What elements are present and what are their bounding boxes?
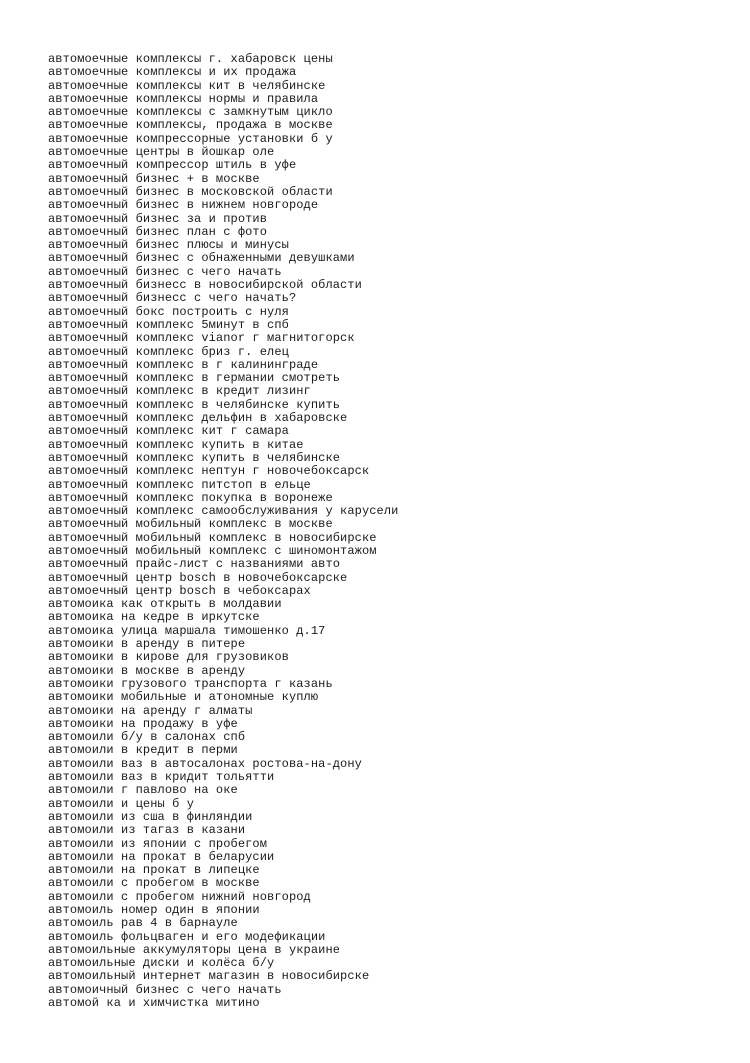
- keyword-line: автомоечный бизнес с обнаженными девушками: [48, 251, 355, 266]
- keyword-line: автомоечный комплекс бриз г. елец: [48, 344, 289, 359]
- keyword-line: автомоечный комплекс 5минут в спб: [48, 317, 289, 332]
- keyword-line: автомоили в кредит в перми: [48, 743, 238, 758]
- keyword-line: автомоечный комплекс купить в китае: [48, 437, 304, 452]
- keyword-line: автомоили с пробегом в москве: [48, 876, 260, 891]
- keyword-line: автомоили из сша в финляндии: [48, 809, 253, 824]
- keyword-line: автомоечные компрессорные установки б у: [48, 131, 333, 146]
- keyword-line: автомоили ваз в автосалонах ростова-на-дону: [48, 756, 362, 771]
- keyword-line: автомоики в кирове для грузовиков: [48, 650, 289, 665]
- keyword-line: автомоечный бизнес + в москве: [48, 171, 260, 186]
- keyword-line: автомоичный бизнес с чего начать: [48, 982, 282, 997]
- keyword-line: автомоиль номер один в японии: [48, 903, 260, 917]
- keyword-line: автомоечный комплекс в г калининграде: [48, 357, 319, 372]
- keyword-line: автомоильные диски и колёса б/у: [48, 956, 275, 971]
- keyword-list: [48, 53, 398, 1010]
- keyword-line: автомоечный комплекс нептун г новочебоксарск: [48, 464, 370, 479]
- keyword-line: автомоили ваз в кридит тольятти: [48, 770, 275, 785]
- keyword-line: автомоечный бизнесс в новосибирской области: [48, 278, 362, 293]
- keyword-line: автомоечный комплекс питстоп в ельце: [48, 477, 311, 492]
- keyword-line: автомоили из тагаз в казани: [48, 823, 246, 838]
- keyword-line: автомоечный мобильный комплекс в новосибирске: [48, 530, 377, 545]
- keyword-line: автомоечный компрессор штиль в уфе: [48, 158, 297, 173]
- keyword-line: автомоечный комплекс дельфин в хабаровске: [48, 411, 348, 426]
- keyword-line: автомоечные комплексы нормы и правила: [48, 91, 319, 106]
- keyword-line: автомоечный бизнесс с чего начать?: [48, 291, 297, 306]
- keyword-line: автомоиль рав 4 в барнауле: [48, 916, 238, 931]
- keyword-line: автомоечный комплекс кит г самара: [48, 424, 289, 439]
- keyword-line: автомоили на прокат в липецке: [48, 863, 260, 878]
- keyword-line: автомоечный комплекс покупка в воронеже: [48, 490, 333, 505]
- keyword-line: автомоили на прокат в беларусии: [48, 849, 275, 864]
- keyword-line: автомоили с пробегом нижний новгород: [48, 889, 311, 904]
- keyword-line: автомоики на продажу в уфе: [48, 716, 238, 731]
- keyword-line: автомоечный комплекс самообслуживания у карусели: [48, 504, 399, 519]
- keyword-line: автомоечный прайс-лист с названиями авто: [48, 557, 341, 572]
- keyword-line: автомоики мобильные и атономные куплю: [48, 690, 319, 705]
- keyword-line: автомоечные комплексы с замкнутым цикло: [48, 105, 333, 120]
- keyword-line: автомоечный бизнес за и против: [48, 211, 268, 226]
- keyword-line: автомоечный комплекс vianor г магнитогорск: [48, 331, 355, 346]
- keyword-line: автомоечные комплексы г. хабаровск цены: [48, 52, 333, 66]
- keyword-line: автомоечный бизнес в нижнем новгороде: [48, 198, 319, 213]
- keyword-line: автомоильный интернет магазин в новосибирске: [48, 969, 370, 984]
- keyword-line: автомоечный центр bosch в новочебоксарске: [48, 570, 348, 585]
- keyword-line: автомоечный комплекс в челябинске купить: [48, 397, 341, 412]
- keyword-line: автомоечные центры в йошкар оле: [48, 145, 275, 160]
- keyword-line: автомоики грузового транспорта г казань: [48, 676, 333, 691]
- keyword-line: автомоика как открыть в молдавии: [48, 597, 282, 612]
- keyword-line: автомоечный комплекс в германии смотреть: [48, 371, 341, 386]
- keyword-line: автомоиль фольцваген и его модефикации: [48, 929, 326, 944]
- keyword-line: автомоечный комплекс купить в челябинске: [48, 450, 341, 465]
- keyword-line: автомоечный бизнес с чего начать: [48, 264, 282, 279]
- keyword-line: автомоечные комплексы, продажа в москве: [48, 118, 333, 133]
- keyword-line: автомоили г павлово на оке: [48, 783, 238, 798]
- keyword-line: автомоечный мобильный комплекс с шиномонтажом: [48, 543, 377, 558]
- keyword-line: автомоили б/у в салонах спб: [48, 730, 246, 745]
- keyword-line: автомоечные комплексы кит в челябинске: [48, 78, 326, 93]
- keyword-line: автомоечные комплексы и их продажа: [48, 65, 297, 80]
- keyword-line: автомоики в аренду в питере: [48, 637, 246, 652]
- keyword-line: автомоика улица маршала тимошенко д.17: [48, 623, 326, 638]
- keyword-line: автомой ка и химчистка митино: [48, 996, 260, 1011]
- keyword-line: автомоили из японии с пробегом: [48, 836, 268, 851]
- keyword-line: автомоики в москве в аренду: [48, 663, 246, 678]
- keyword-line: автомоечный бизнес плюсы и минусы: [48, 238, 289, 253]
- keyword-line: автомоечный бизнес план с фото: [48, 224, 268, 239]
- keyword-line: автомоечный комплекс в кредит лизинг: [48, 384, 311, 399]
- keyword-line: автомоика на кедре в иркутске: [48, 610, 260, 625]
- keyword-line: автомоильные аккумуляторы цена в украине: [48, 942, 341, 957]
- keyword-line: автомоечный мобильный комплекс в москве: [48, 517, 333, 532]
- keyword-line: автомоили и цены б у: [48, 796, 195, 811]
- keyword-line: автомоечный бизнес в московской области: [48, 184, 333, 199]
- keyword-line: автомоечный бокс построить с нуля: [48, 304, 289, 319]
- keyword-line: автомоики на аренду г алматы: [48, 703, 253, 718]
- keyword-line: автомоечный центр bosch в чебоксарах: [48, 583, 311, 598]
